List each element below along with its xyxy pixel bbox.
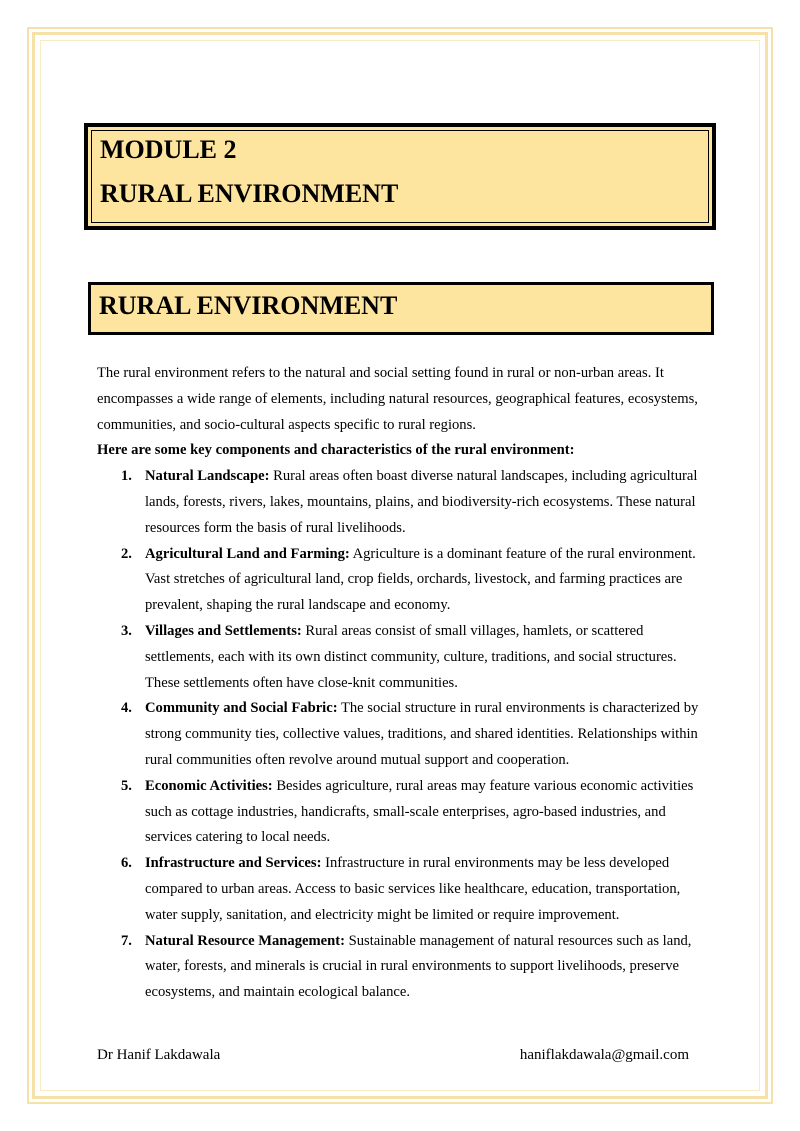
list-item: [97, 851, 707, 928]
section-header-box: [88, 282, 714, 335]
item-number: 4.: [121, 700, 132, 717]
list-item: [97, 774, 707, 851]
item-number: 7.: [121, 932, 132, 949]
list-item: [97, 929, 707, 1006]
item-number: 1.: [121, 468, 132, 485]
item-text: Agriculture is a dominant feature of the rural environment. Vast stretches of agricultural land, crop fields, orchards, livestock, and farming practices are prevalent, shaping the rural landscape and economy.: [145, 545, 696, 614]
item-number: 5.: [121, 777, 132, 794]
item-text: Infrastructure in rural environments may be less developed compared to urban areas. Access to basic services like healthcare, education, transportation, water supply, sanitation, and electricity might be limited or require improvement.: [145, 855, 681, 923]
footer-email: haniflakdawala@gmail.com: [519, 1047, 689, 1063]
list-heading: Here are some key components and characteristics of the rural environment:: [97, 442, 575, 459]
intro-paragraph: The rural environment refers to the natural and social setting found in rural or non-urban areas. It encompasses a wide range of elements, including natural resources, geographical features, ecosystems, communities, and socio-cultural aspects specific to rural regions.: [97, 365, 698, 433]
list-item: [97, 619, 707, 696]
item-term: Community and Social Fabric:: [145, 700, 338, 717]
item-text: Sustainable management of natural resources such as land, water, forests, and minerals is crucial in rural environments to support livelihoods, preserve ecosystems, and maintain ecological balance.: [145, 932, 692, 1001]
section-title: RURAL ENVIRONMENT: [99, 291, 398, 320]
item-text: The social structure in rural environments is characterized by strong community ties, collective values, traditions, and shared identities. Relationships within rural communities often revolve around mutual support and cooperation.: [145, 700, 699, 768]
item-term: Natural Landscape:: [145, 468, 270, 485]
item-text: Rural areas often boast diverse natural landscapes, including agricultural lands, forests, rivers, lakes, mountains, plains, and biodiversity-rich ecosystems. These natural resources form the basis of rural livelihoods.: [145, 468, 698, 536]
characteristics-list: [97, 464, 707, 1006]
body-content: [97, 361, 707, 1006]
footer-author: Dr Hanif Lakdawala: [97, 1047, 221, 1063]
module-header-box: [84, 123, 716, 230]
item-number: 6.: [121, 855, 132, 872]
module-label: MODULE 2: [100, 135, 237, 164]
item-number: 3.: [121, 622, 132, 639]
item-term: Agricultural Land and Farming:: [145, 545, 350, 562]
module-title: RURAL ENVIRONMENT: [100, 179, 399, 208]
item-text: Rural areas consist of small villages, hamlets, or scattered settlements, each with its own distinct community, culture, traditions, and social structures. These settlements often have close-knit communities.: [145, 622, 677, 691]
item-text: Besides agriculture, rural areas may feature various economic activities such as cottage industries, handicrafts, small-scale enterprises, agro-based industries, and services catering to local needs.: [145, 777, 694, 846]
item-term: Infrastructure and Services:: [145, 855, 322, 872]
item-term: Natural Resource Management:: [145, 932, 345, 949]
item-term: Economic Activities:: [145, 777, 273, 794]
list-item: [97, 542, 707, 619]
item-term: Villages and Settlements:: [145, 622, 302, 639]
list-item: [97, 464, 707, 541]
item-number: 2.: [121, 545, 132, 562]
list-item: [97, 696, 707, 773]
